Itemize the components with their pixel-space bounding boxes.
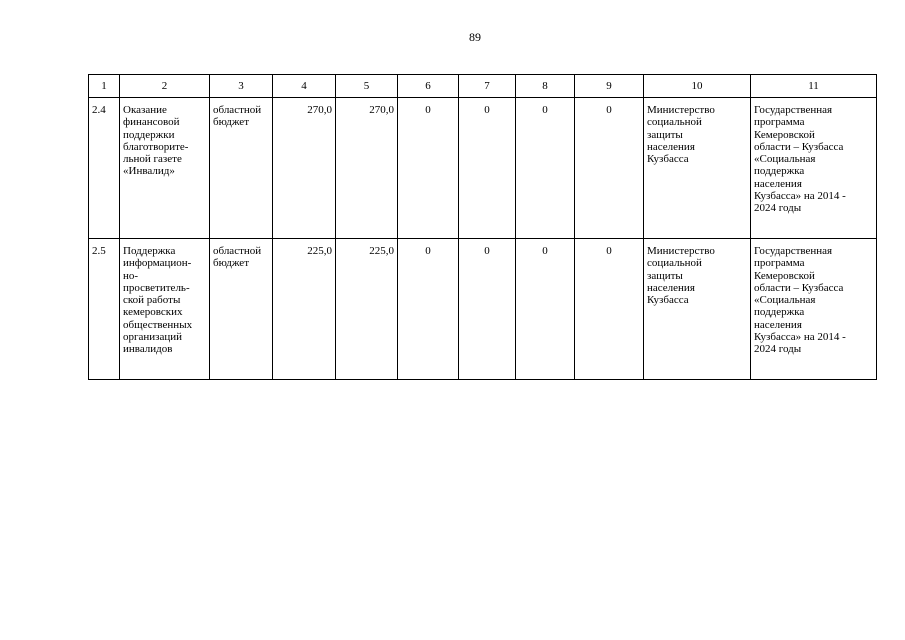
cell-line: Государственная [754,245,833,257]
cell-line: бюджет [213,257,249,270]
cell-line: населения [754,177,802,190]
cell-line: поддержка [754,306,805,319]
amount-cell: 270,0 [336,98,398,239]
column-header: 1 [89,75,120,98]
event-name-cell [120,239,210,380]
cell-line: населения [754,318,802,331]
cell-line: защиты [647,269,683,282]
cell-line: Кузбасса [647,153,689,166]
budget-source-cell [210,239,273,380]
cell-line: населения [647,140,695,153]
column-header: 9 [575,75,644,98]
cell-line: социальной [647,257,702,270]
cell-line: Министерство [647,104,715,116]
amount-cell: 0 [459,98,516,239]
amount-cell: 0 [575,98,644,239]
cell-line: «Инвалид» [123,165,175,178]
cell-line: информацион- [123,257,192,270]
column-header: 8 [516,75,575,98]
amount-cell: 0 [398,98,459,239]
amount-cell: 0 [459,239,516,380]
cell-line: Кузбасса» на 2014 - [754,331,846,344]
page-number: 89 [469,30,481,44]
program-cell [751,98,877,239]
cell-line: Министерство [647,245,715,257]
cell-line: льной газете [123,153,182,166]
cell-line: общественных [123,318,193,331]
cell-line: но- [123,269,139,282]
header-row [89,75,877,98]
cell-line: Кузбасса» на 2014 - [754,190,846,203]
amount-cell: 0 [516,239,575,380]
cell-line: Государственная [754,104,833,116]
cell-line: поддержка [754,165,805,178]
cell-line: «Социальная [754,153,816,166]
cell-line: благотворите- [123,140,189,153]
cell-line: областной [213,245,262,257]
cell-line: области – Кузбасса [754,281,844,294]
row-id: 2.5 [89,239,120,380]
row-id: 2.4 [89,98,120,239]
cell-line: Кемеровской [754,269,815,282]
cell-line: областной [213,104,262,116]
column-header: 3 [210,75,273,98]
cell-line: области – Кузбасса [754,140,844,153]
amount-cell: 270,0 [273,98,336,239]
amount-cell: 225,0 [336,239,398,380]
budget-source-cell [210,98,273,239]
cell-line: 2024 годы [754,202,802,215]
cell-line: поддержки [123,128,175,141]
cell-line: ской работы [123,294,181,307]
table-row [89,239,877,380]
program-cell [751,239,877,380]
column-header: 11 [751,75,877,98]
cell-line: программа [754,257,805,270]
executor-cell [644,239,751,380]
cell-line: Оказание [123,104,167,116]
cell-line: Поддержка [123,245,176,257]
executor-cell [644,98,751,239]
cell-line: финансовой [123,116,180,129]
cell-line: кемеровских [123,306,183,319]
cell-line: бюджет [213,116,249,129]
column-header: 7 [459,75,516,98]
cell-line: «Социальная [754,294,816,307]
cell-line: Кемеровской [754,128,815,141]
amount-cell: 0 [516,98,575,239]
data-table [88,74,877,380]
column-header: 10 [644,75,751,98]
amount-cell: 0 [575,239,644,380]
amount-cell: 225,0 [273,239,336,380]
column-header: 5 [336,75,398,98]
cell-line: программа [754,116,805,129]
event-name-cell [120,98,210,239]
column-header: 6 [398,75,459,98]
cell-line: населения [647,281,695,294]
cell-line: социальной [647,116,702,129]
cell-line: просветитель- [123,281,190,294]
cell-line: защиты [647,128,683,141]
cell-line: 2024 годы [754,343,802,356]
column-header: 2 [120,75,210,98]
column-header: 4 [273,75,336,98]
cell-line: Кузбасса [647,294,689,307]
amount-cell: 0 [398,239,459,380]
cell-line: инвалидов [123,343,173,356]
cell-line: организаций [123,331,183,344]
table-row [89,98,877,239]
